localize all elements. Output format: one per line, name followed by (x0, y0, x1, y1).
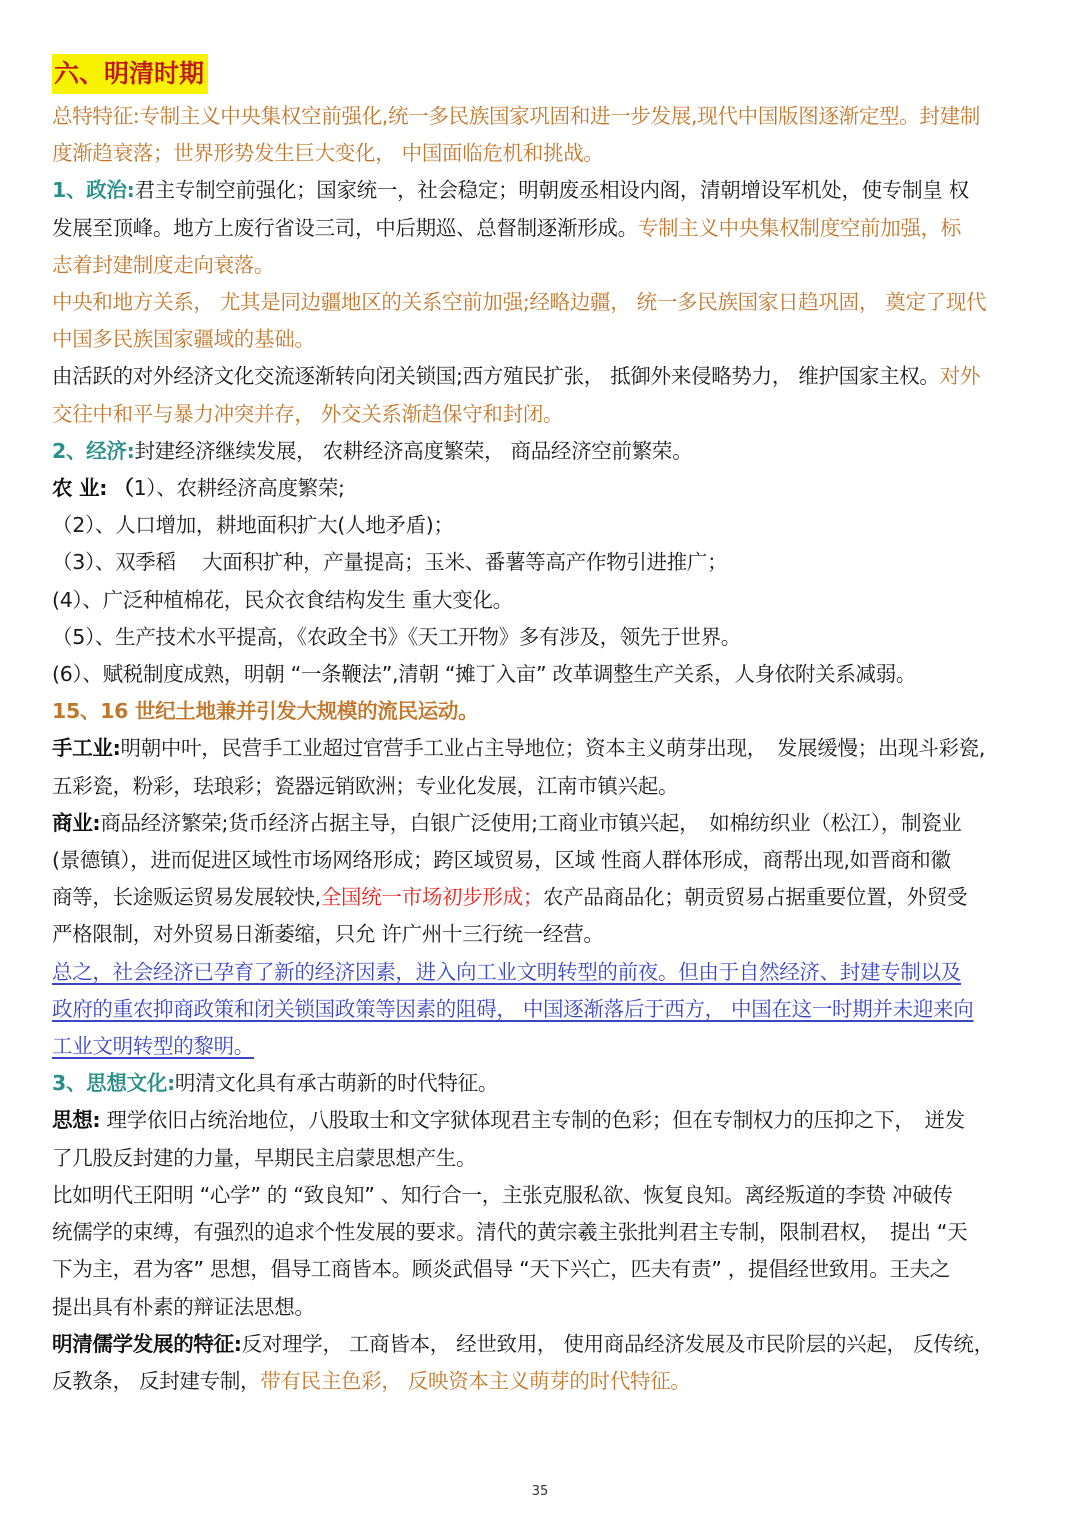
politics-text: 君主专制空前强化；国家统一，社会稳定；明朝废丞相设内阁，清朝增设军机处，使专制皇 权 (134, 178, 969, 203)
commerce-line: (景德镇），进而促进区域性市场网络形成；跨区域贸易，区域 性商人群体形成，商帮出现,如晋商和徽 (52, 848, 951, 873)
summary-text: 工业文明转型的黎明。 (52, 1034, 254, 1059)
agriculture-item: (6）、赋税制度成熟，明朝 “一条鞭法”,清朝 “摊丁入亩” 改革调整生产关系，人身依附关系减弱。 (52, 662, 917, 687)
section-title: 六、明清时期 (52, 54, 208, 94)
commerce-line (52, 805, 1032, 842)
politics-line (52, 358, 1032, 395)
page-number: 35 (531, 1484, 549, 1499)
thought-line: 了几股反封建的力量，早期民主启蒙思想产生。 (52, 1145, 477, 1170)
confucian-text: 反对理学， 工商皆本， 经世致用， 使用商品经济发展及市民阶层的兴起， 反传统， (241, 1331, 994, 1356)
handicraft-label: 手工业: (52, 736, 121, 761)
agriculture-item: (4）、广泛种植棉花，民众衣食结构发生 重大变化。 (52, 587, 513, 612)
example-line: 提出具有朴素的辩证法思想。 (52, 1294, 315, 1319)
politics-line (52, 172, 1032, 209)
agriculture-label: 农 业: (52, 476, 108, 501)
commerce-line (52, 879, 1032, 916)
document-body (52, 54, 1032, 1400)
summary-line (52, 1028, 1032, 1065)
handicraft-line (52, 730, 1032, 767)
commerce-text: 农产品商品化；朝贡贸易占据重要位置，外贸受 (543, 885, 968, 910)
confucian-label: 明清儒学发展的特征: (52, 1331, 242, 1356)
economy-line (52, 433, 1032, 470)
politics-line: 志着封建制度走向衰落。 (52, 252, 275, 277)
agriculture-paren: （ (113, 476, 134, 501)
example-line: 比如明代王阳明 “心学” 的 “致良知” 、知行合一，主张克服私欲、恢复良知。离经叛道的李贽 冲破传 (52, 1182, 953, 1207)
summary-line (52, 991, 1032, 1028)
example-line: 统儒学的束缚，有强烈的追求个性发展的要求。清代的黄宗羲主张批判君主专制，限制君权， 提出 “天 (52, 1220, 968, 1245)
politics-line: 中国多民族国家疆域的基础。 (52, 327, 315, 352)
commerce-line: 严格限制，对外贸易日渐萎缩，只允 许广州十三行统一经营。 (52, 922, 604, 947)
agriculture-item: 1）、农耕经济高度繁荣; (133, 476, 345, 501)
overview-line: 总特特征:专制主义中央集权空前强化,统一多民族国家巩固和进一步发展,现代中国版图逐渐定型。封建制 (52, 104, 981, 128)
politics-line: 交往中和平与暴力冲突并存， 外交关系渐趋保守和封闭。 (52, 401, 564, 426)
politics-highlight: 对外 (939, 364, 981, 389)
example-line: 下为主，君为客” 思想，倡导工商皆本。顾炎武倡导 “天下兴亡，匹夫有责” ，提倡经世致用。王夫之 (52, 1257, 951, 1282)
summary-text: 总之，社会经济已孕育了新的经济因素，进入向工业文明转型的前夜。但由于自然经济、封建专制以及 (52, 959, 961, 984)
politics-line: 中央和地方关系， 尤其是同边疆地区的关系空前加强;经略边疆， 统一多民族国家日趋巩固， 奠定了现代 (52, 290, 987, 315)
politics-text: 发展至顶峰。地方上废行省设三司，中后期巡、总督制逐渐形成。 (52, 215, 638, 240)
politics-text: 由活跃的对外经济文化交流逐渐转向闭关锁国;西方殖民扩张， 抵御外来侵略势力， 维护国家主权。 (52, 364, 940, 389)
summary-line (52, 954, 1032, 991)
culture-text: 明清文化具有承古萌新的时代特征。 (174, 1071, 499, 1096)
confucian-text: 反教条， 反封建专制， (52, 1368, 261, 1393)
economy-text: 封建经济继续发展， 农耕经济高度繁荣， 商品经济空前繁荣。 (134, 438, 693, 463)
summary-text: 政府的重农抑商政策和闭关锁国政策等因素的阻碍， 中国逐渐落后于西方， 中国在这一时期并未迎来向 (52, 996, 974, 1021)
thought-line (52, 1102, 1032, 1139)
commerce-label: 商业: (52, 810, 101, 835)
politics-highlight: 专制主义中央集权制度空前加强，标 (637, 215, 962, 240)
commerce-highlight: 全国统一市场初步形成； (320, 885, 544, 910)
section-title-wrap (52, 54, 1032, 98)
agriculture-item: （5）、生产技术水平提高，《农政全书》《天工开物》多有涉及，领先于世界。 (52, 624, 741, 649)
culture-heading: 3、思想文化: (52, 1071, 175, 1096)
confucian-line (52, 1363, 1032, 1400)
economy-heading: 2、经济: (52, 438, 135, 463)
politics-line (52, 210, 1032, 247)
commerce-text: 商等，长途贩运贸易发展较快, (52, 885, 321, 910)
commerce-text: 商品经济繁荣;货币经济占据主导，白银广泛使用;工商业市镇兴起， 如棉纺织业（松江），制瓷业 (100, 810, 962, 835)
handicraft-line: 五彩瓷，粉彩，珐琅彩；瓷器远销欧洲；专业化发展，江南市镇兴起。 (52, 773, 679, 798)
thought-text: 理学依旧占统治地位，八股取士和文字狱体现君主专制的色彩；但在专制权力的压抑之下， 迸发 (100, 1108, 965, 1133)
agriculture-item: （2）、人口增加，耕地面积扩大(人地矛盾)； (52, 513, 454, 538)
culture-line (52, 1065, 1032, 1102)
politics-heading: 1、政治: (52, 178, 135, 203)
confucian-line (52, 1326, 1032, 1363)
confucian-highlight: 带有民主色彩， 反映资本主义萌芽的时代特征。 (260, 1368, 691, 1393)
agriculture-item: （3）、双季稻 大面积扩种，产量提高；玉米、番薯等高产作物引进推广； (52, 550, 728, 575)
agriculture-line (52, 470, 1032, 507)
overview-line: 度渐趋衰落；世界形势发生巨大变化， 中国面临危机和挑战。 (52, 141, 604, 166)
migrant-line: 15、16 世纪土地兼并引发大规模的流民运动。 (52, 699, 479, 724)
thought-label: 思想: (52, 1108, 101, 1133)
handicraft-text: 明朝中叶，民营手工业超过官营手工业占主导地位；资本主义萌芽出现， 发展缓慢；出现斗彩瓷, (120, 736, 986, 761)
